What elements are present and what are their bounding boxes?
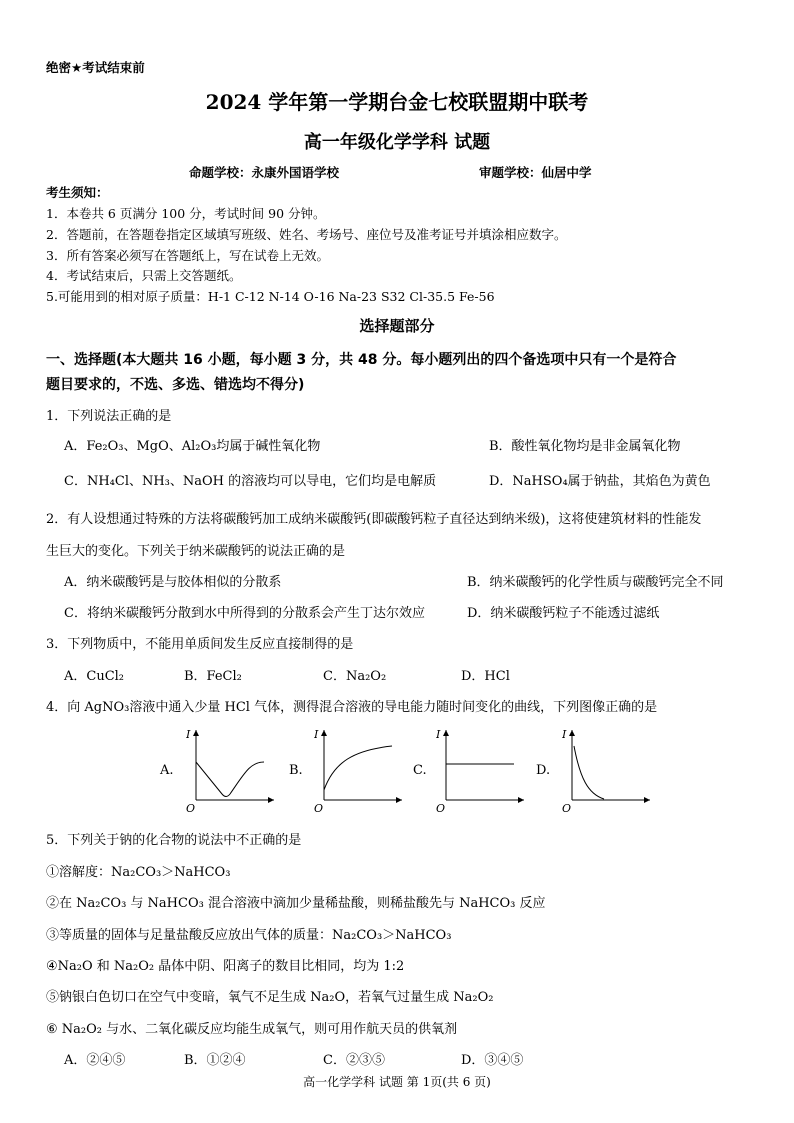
graph-b [314, 728, 404, 814]
origin-label: O [562, 802, 572, 814]
question-stem: 5．下列关于钠的化合物的说法中不正确的是 [46, 833, 302, 848]
secret-label: 绝密★考试结束前 [46, 60, 145, 75]
question-stem: 2．有人设想通过特殊的方法将碳酸钙加工成纳米碳酸钙(即碳酸钙粒子直径达到纳米级)，这将使建筑材料的性能发 [46, 512, 702, 527]
graph-option-d-label: D. [536, 763, 551, 778]
option-c: C．将纳米碳酸钙分散到水中所得到的分散系会产生丁达尔效应 [64, 606, 425, 621]
notice-heading: 考生须知： [46, 185, 109, 200]
graph-c [436, 728, 526, 814]
question-stem: 1．下列说法正确的是 [46, 409, 172, 424]
option-c: C．NH₄Cl、NH₃、NaOH 的溶液均可以导电，它们均是电解质 [64, 474, 437, 489]
option-d: D．③④⑤ [461, 1053, 524, 1068]
option-d: D．NaHSO₄属于钠盐，其焰色为黄色 [489, 474, 711, 489]
exam-subtitle: 高一年级化学学科 试题 [303, 132, 491, 153]
option-b: B．①②④ [184, 1053, 246, 1068]
question-stem: 4．向 AgNO₃溶液中通入少量 HCl 气体，测得混合溶液的导电能力随时间变化的曲线，下列图像正确的是 [46, 700, 658, 715]
section-instruction: 一、选择题(本大题共 16 小题，每小题 3 分，共 48 分。每小题列出的四个备选项中只有一个是符合 [46, 352, 677, 368]
page-footer: 高一化学学科 试题 第 1页(共 6 页) [303, 1075, 491, 1089]
section-title: 选择题部分 [359, 317, 435, 335]
option-b: B．FeCl₂ [184, 669, 242, 684]
notice-item: 5.可能用到的相对原子质量：H-1 C-12 N-14 O-16 Na-23 S32 Cl-35.5 Fe-56 [46, 289, 495, 304]
axis-label-i: I [314, 728, 319, 741]
graph-option-c-label: C. [413, 763, 427, 778]
reviewer-school: 审题学校：仙居中学 [479, 165, 592, 180]
axis-label-i: I [436, 728, 441, 741]
option-c: C．②③⑤ [323, 1053, 385, 1068]
option-a: A．CuCl₂ [64, 669, 125, 684]
notice-item: 3．所有答案必须写在答题纸上，写在试卷上无效。 [46, 248, 329, 263]
graph-option-a-label: A. [160, 763, 174, 778]
origin-label: O [186, 802, 196, 814]
axis-label-i: I [186, 728, 191, 741]
statement-5: ⑤钠银白色切口在空气中变暗，氧气不足生成 Na₂O，若氧气过量生成 Na₂O₂ [46, 990, 494, 1005]
statement-6: ⑥ Na₂O₂ 与水、二氧化碳反应均能生成氧气，则可用作航天员的供氧剂 [46, 1022, 458, 1037]
statement-1: ①溶解度：Na₂CO₃＞NaHCO₃ [46, 865, 231, 880]
question-stem: 3．下列物质中，不能用单质间发生反应直接制得的是 [46, 637, 354, 652]
option-b: B．酸性氧化物均是非金属氧化物 [489, 439, 681, 454]
axis-label-i: I [562, 728, 567, 741]
notice-item: 2．答题前，在答题卷指定区域填写班级、姓名、考场号、座位号及准考证号并填涂相应数字。 [46, 227, 567, 242]
statement-3: ③等质量的固体与足量盐酸反应放出气体的质量：Na₂CO₃＞NaHCO₃ [46, 928, 452, 943]
option-a: A．②④⑤ [64, 1053, 126, 1068]
option-b: B．纳米碳酸钙的化学性质与碳酸钙完全不同 [467, 575, 724, 590]
origin-label: O [314, 802, 324, 814]
section-instruction: 题目要求的，不选、多选、错选均不得分) [46, 377, 305, 393]
option-a: A．纳米碳酸钙是与胶体相似的分散系 [64, 575, 282, 590]
setter-school: 命题学校：永康外国语学校 [189, 165, 340, 180]
graph-d [562, 728, 652, 814]
statement-4: ④Na₂O 和 Na₂O₂ 晶体中阴、阳离子的数目比相同，均为 1:2 [46, 959, 405, 974]
option-c: C．Na₂O₂ [323, 669, 387, 684]
graph-a [186, 728, 276, 814]
exam-title: 2024 学年第一学期台金七校联盟期中联考 [205, 90, 589, 114]
option-d: D．纳米碳酸钙粒子不能透过滤纸 [467, 606, 660, 621]
statement-2: ②在 Na₂CO₃ 与 NaHCO₃ 混合溶液中滴加少量稀盐酸，则稀盐酸先与 NaHCO₃ 反应 [46, 896, 546, 911]
graph-option-b-label: B. [289, 763, 303, 778]
question-stem: 生巨大的变化。下列关于纳米碳酸钙的说法正确的是 [46, 544, 346, 559]
notice-item: 4．考试结束后，只需上交答题纸。 [46, 268, 242, 283]
origin-label: O [436, 802, 446, 814]
option-d: D．HCl [461, 669, 510, 684]
notice-item: 1．本卷共 6 页满分 100 分，考试时间 90 分钟。 [46, 206, 326, 221]
option-a: A．Fe₂O₃、MgO、Al₂O₃均属于碱性氧化物 [64, 439, 321, 454]
